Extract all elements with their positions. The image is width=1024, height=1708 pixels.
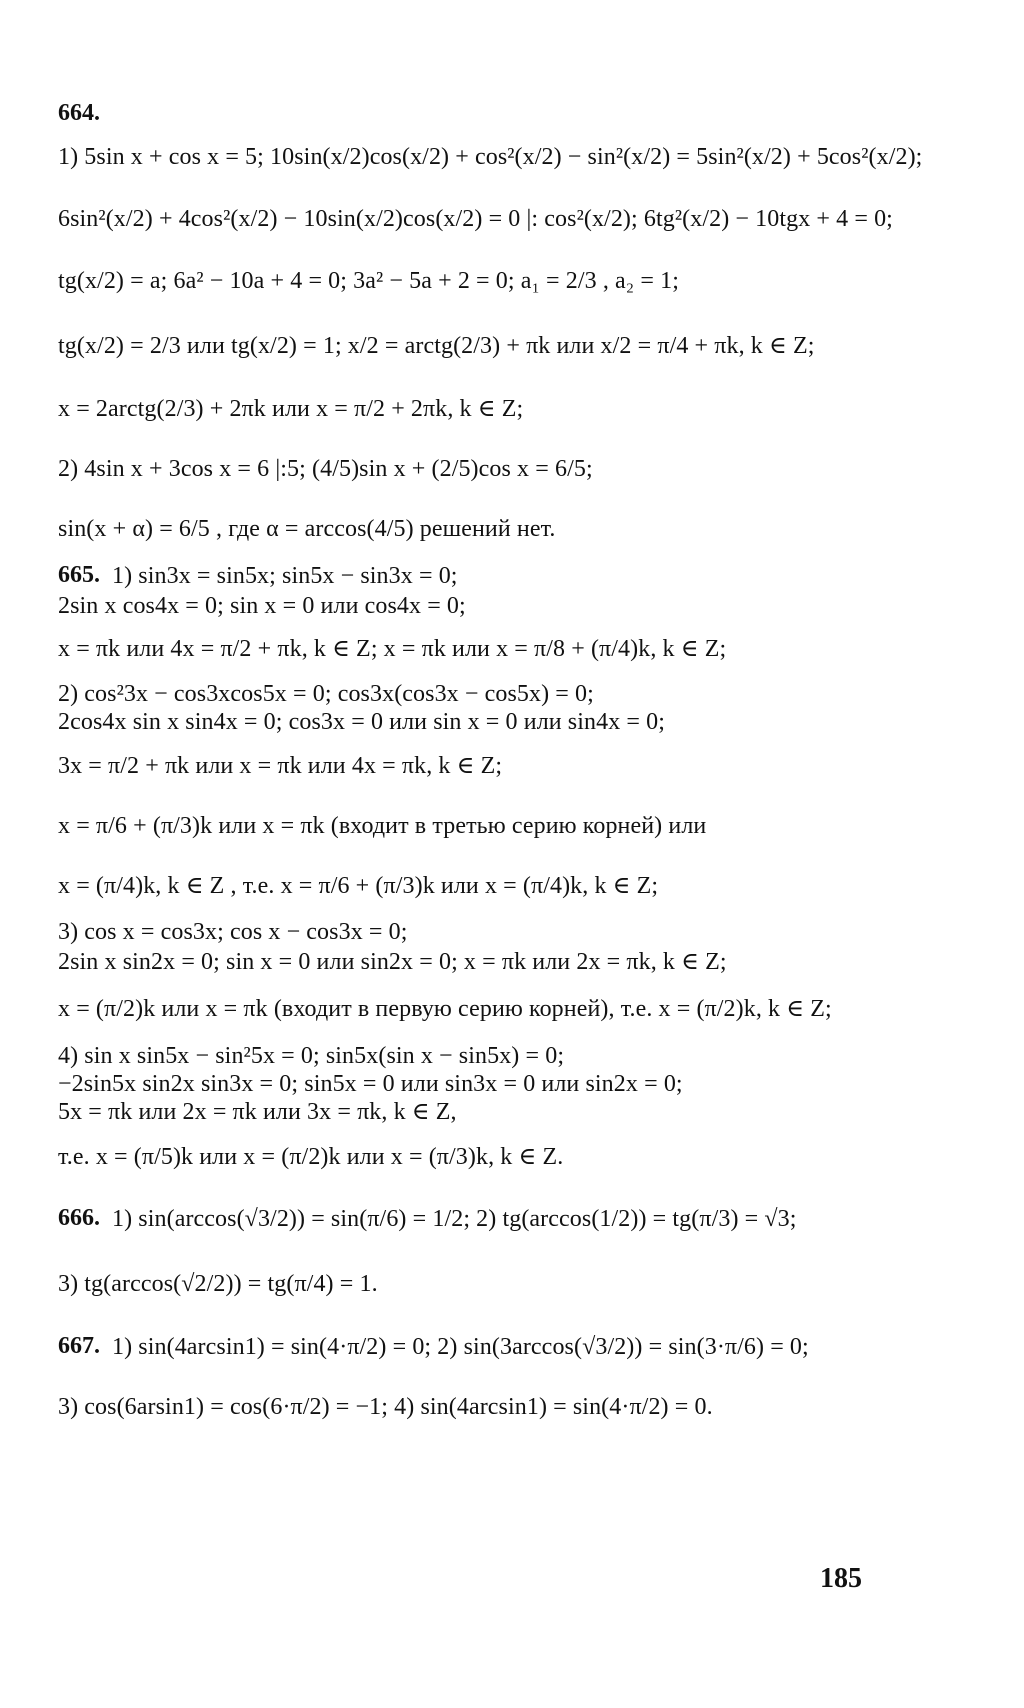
problem-665-number: 665. bbox=[58, 562, 100, 588]
problem-667-number: 667. bbox=[58, 1333, 100, 1359]
p665-line-7: x = π/6 + (π/3)k или x = πk (входит в третью серию корней) или bbox=[58, 813, 707, 839]
p665-line-10: 2sin x sin2x = 0; sin x = 0 или sin2x = 0; x = πk или 2x = πk, k ∈ Z; bbox=[58, 949, 727, 975]
p664-line-1: 1) 5sin x + cos x = 5; 10sin(x/2)cos(x/2) + cos²(x/2) − sin²(x/2) = 5sin²(x/2) + 5cos²(x/2); bbox=[58, 144, 923, 170]
p665-line-3: x = πk или 4x = π/2 + πk, k ∈ Z; x = πk или x = π/8 + (π/4)k, k ∈ Z; bbox=[58, 636, 727, 662]
p664-line-6: 2) 4sin x + 3cos x = 6 |:5; (4/5)sin x + (2/5)cos x = 6/5; bbox=[58, 456, 593, 482]
p667-line-2: 3) cos(6arsin1) = cos(6·π/2) = −1; 4) sin(4arcsin1) = sin(4·π/2) = 0. bbox=[58, 1394, 713, 1420]
p665-line-12: 4) sin x sin5x − sin²5x = 0; sin5x(sin x − sin5x) = 0; bbox=[58, 1043, 565, 1069]
p665-line-13: −2sin5x sin2x sin3x = 0; sin5x = 0 или sin3x = 0 или sin2x = 0; bbox=[58, 1071, 683, 1097]
p665-line-1: 1) sin3x = sin5x; sin5x − sin3x = 0; bbox=[112, 563, 458, 589]
p664-line-3: tg(x/2) = a; 6a² − 10a + 4 = 0; 3a² − 5a + 2 = 0; a₁ = 2/3 , a₂ = 1; bbox=[58, 268, 679, 294]
p666-line-2: 3) tg(arccos(√2/2)) = tg(π/4) = 1. bbox=[58, 1271, 378, 1297]
p665-line-11: x = (π/2)k или x = πk (входит в первую серию корней), т.е. x = (π/2)k, k ∈ Z; bbox=[58, 996, 832, 1022]
p664-line-5: x = 2arctg(2/3) + 2πk или x = π/2 + 2πk, k ∈ Z; bbox=[58, 396, 524, 422]
p665-line-6: 3x = π/2 + πk или x = πk или 4x = πk, k ∈ Z; bbox=[58, 753, 503, 779]
problem-666-number: 666. bbox=[58, 1205, 100, 1231]
problem-664-number: 664. bbox=[58, 100, 100, 126]
page-number: 185 bbox=[820, 1563, 862, 1594]
p666-line-1: 1) sin(arccos(√3/2)) = sin(π/6) = 1/2; 2) tg(arccos(1/2)) = tg(π/3) = √3; bbox=[112, 1206, 797, 1232]
p664-line-2: 6sin²(x/2) + 4cos²(x/2) − 10sin(x/2)cos(x/2) = 0 |: cos²(x/2); 6tg²(x/2) − 10tgx + 4 = 0; bbox=[58, 206, 893, 232]
p665-line-14: 5x = πk или 2x = πk или 3x = πk, k ∈ Z, bbox=[58, 1099, 457, 1125]
p665-line-9: 3) cos x = cos3x; cos x − cos3x = 0; bbox=[58, 919, 408, 945]
p665-line-8: x = (π/4)k, k ∈ Z , т.е. x = π/6 + (π/3)k или x = (π/4)k, k ∈ Z; bbox=[58, 873, 659, 899]
p664-line-7: sin(x + α) = 6/5 , где α = arccos(4/5) решений нет. bbox=[58, 516, 556, 542]
p665-line-2: 2sin x cos4x = 0; sin x = 0 или cos4x = 0; bbox=[58, 593, 466, 619]
p667-line-1: 1) sin(4arcsin1) = sin(4·π/2) = 0; 2) sin(3arccos(√3/2)) = sin(3·π/6) = 0; bbox=[112, 1334, 809, 1360]
p664-line-4: tg(x/2) = 2/3 или tg(x/2) = 1; x/2 = arctg(2/3) + πk или x/2 = π/4 + πk, k ∈ Z; bbox=[58, 333, 815, 359]
p665-line-5: 2cos4x sin x sin4x = 0; cos3x = 0 или sin x = 0 или sin4x = 0; bbox=[58, 709, 666, 735]
p665-line-4: 2) cos²3x − cos3xcos5x = 0; cos3x(cos3x − cos5x) = 0; bbox=[58, 681, 594, 707]
p665-line-15: т.е. x = (π/5)k или x = (π/2)k или x = (π/3)k, k ∈ Z. bbox=[58, 1144, 564, 1170]
